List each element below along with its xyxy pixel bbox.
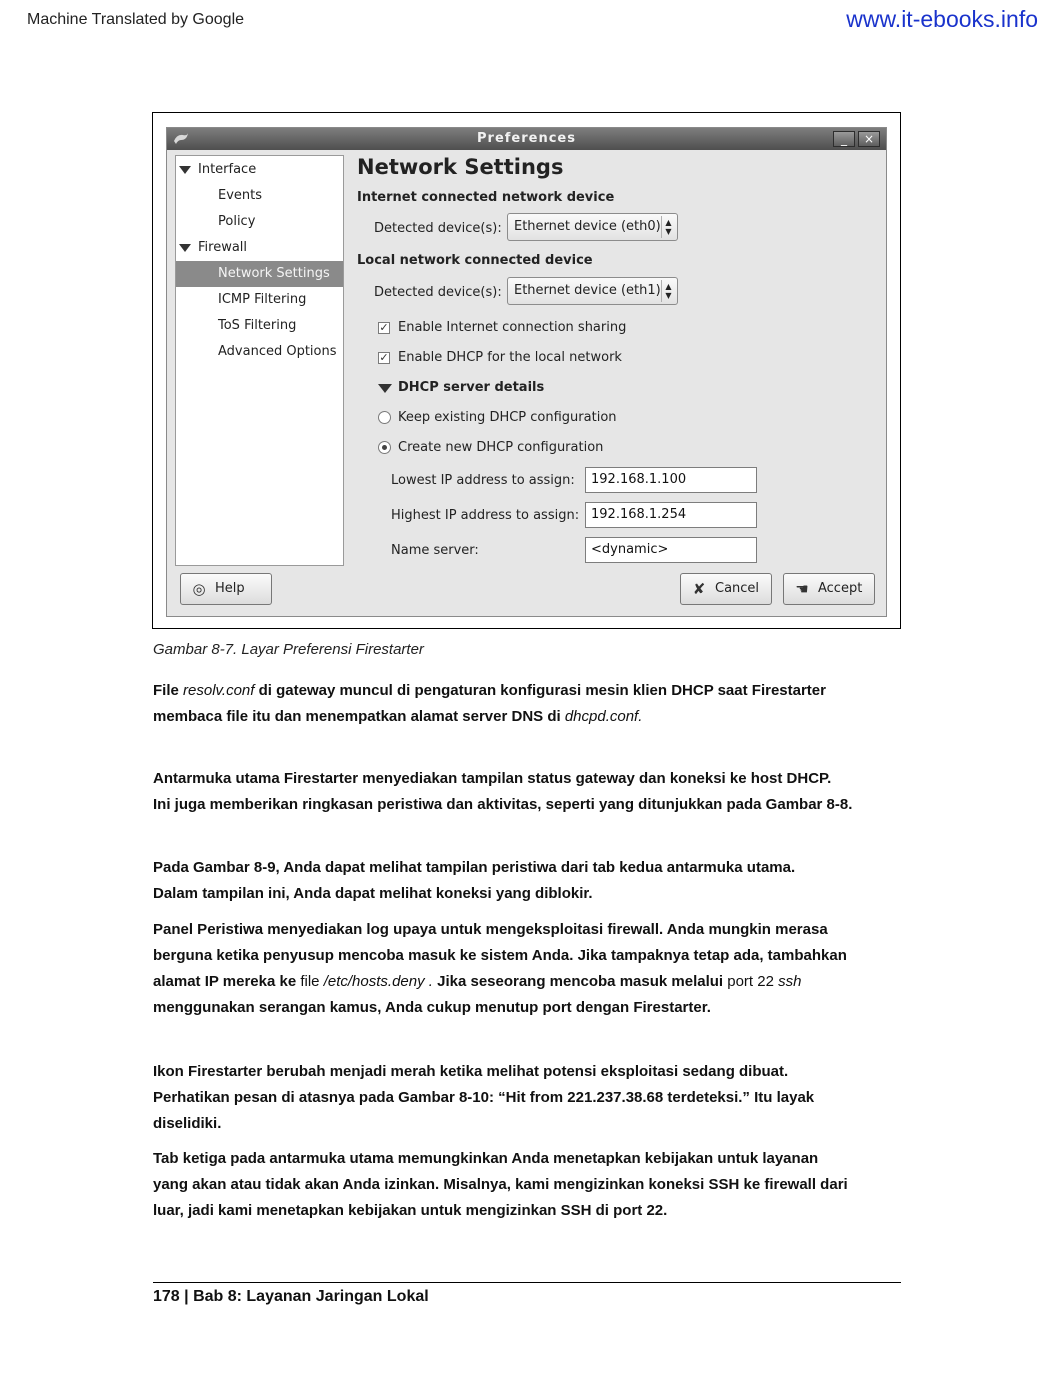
text-line: Perhatikan pesan di atasnya pada Gambar 8-10: “Hit from 221.237.38.68 terdeteksi.” Itu layak <box>153 1089 815 1106</box>
text-run-ssh: ssh <box>778 973 802 990</box>
highest-ip-label: Highest IP address to assign: <box>391 508 580 523</box>
tree-item-label: Advanced Options <box>218 344 337 359</box>
spin-arrows-icon: ▲ ▼ <box>661 280 675 302</box>
text-run: alamat IP mereka ke <box>153 973 297 990</box>
connection-sharing-label[interactable]: Enable Internet connection sharing <box>398 320 627 335</box>
figure-caption: Gambar 8-7. Layar Preferensi Firestarter <box>153 641 424 658</box>
figure-frame <box>152 112 901 629</box>
detected-devices-label-1: Detected device(s): <box>374 221 502 236</box>
header-site-link[interactable]: www.it-ebooks.info <box>846 6 1038 32</box>
text-line: Ini juga memberikan ringkasan peristiwa dan aktivitas, seperti yang ditunjukkan pada Gambar 8-8. <box>153 796 853 813</box>
expander-icon[interactable] <box>179 244 191 252</box>
paragraph-2 <box>153 766 913 818</box>
header-machine-translated: Machine Translated by Google <box>27 11 245 28</box>
text-line: Tab ketiga pada antarmuka utama memungkinkan Anda menetapkan kebijakan untuk layanan <box>153 1150 819 1167</box>
paragraph-3 <box>153 855 913 907</box>
accept-button-label: Accept <box>818 581 863 596</box>
local-device-select[interactable] <box>507 277 678 305</box>
minimize-button[interactable]: _ <box>833 131 855 147</box>
text-line: menggunakan serangan kamus, Anda cukup menutup port dengan Firestarter. <box>153 999 711 1016</box>
filename-resolv-conf: resolv.conf <box>183 682 255 699</box>
filename-dhcpd-conf: dhcpd.conf. <box>564 708 643 725</box>
name-server-label: Name server: <box>391 543 479 558</box>
text-line: luar, jadi kami menetapkan kebijakan untuk mengizinkan SSH di port 22. <box>153 1202 668 1219</box>
local-section-title: Local network connected device <box>357 253 593 268</box>
preferences-tree <box>175 155 344 566</box>
text-run: File <box>153 682 179 699</box>
accept-button[interactable] <box>783 573 875 605</box>
filename-hosts-deny: /etc/hosts.deny . <box>323 973 433 990</box>
internet-section-title: Internet connected network device <box>357 190 615 205</box>
text-line: Antarmuka utama Firestarter menyediakan tampilan status gateway dan koneksi ke host DHCP. <box>153 770 832 787</box>
tree-item-policy[interactable] <box>176 209 343 235</box>
window-titlebar[interactable] <box>167 128 886 150</box>
lowest-ip-input[interactable]: 192.168.1.100 <box>585 467 757 493</box>
text-line: yang akan atau tidak akan Anda izinkan. Misalnya, kami mengizinkan koneksi SSH ke firewall dari <box>153 1176 848 1193</box>
cancel-icon: ✘ <box>692 580 706 598</box>
tree-item-icmp-filtering[interactable] <box>176 287 343 313</box>
cancel-button-label: Cancel <box>715 581 760 596</box>
local-device-value: Ethernet device (eth1) <box>514 283 661 298</box>
tree-item-events[interactable] <box>176 183 343 209</box>
preferences-window <box>166 127 887 617</box>
tree-item-label: Events <box>218 188 263 203</box>
text-run: membaca file itu dan menempatkan alamat server DNS di <box>153 708 561 725</box>
network-settings-panel <box>357 155 877 575</box>
tree-item-advanced-options[interactable] <box>176 339 343 365</box>
enable-dhcp-label[interactable]: Enable DHCP for the local network <box>398 350 622 365</box>
tree-item-label: Network Settings <box>218 266 330 281</box>
internet-device-value: Ethernet device (eth0) <box>514 219 661 234</box>
dhcp-details-expander-icon[interactable] <box>378 384 392 393</box>
text-line: Dalam tampilan ini, Anda dapat melihat koneksi yang diblokir. <box>153 885 593 902</box>
tree-item-label: ToS Filtering <box>218 318 297 333</box>
paragraph-4 <box>153 917 913 1021</box>
connection-sharing-checkbox[interactable]: ✓ <box>379 321 389 334</box>
keep-dhcp-label[interactable]: Keep existing DHCP configuration <box>398 410 617 425</box>
expander-icon[interactable] <box>179 166 191 174</box>
enable-dhcp-checkbox[interactable]: ✓ <box>379 351 389 364</box>
highest-ip-input[interactable]: 192.168.1.254 <box>585 502 757 528</box>
paragraph-6 <box>153 1146 913 1224</box>
panel-heading: Network Settings <box>357 155 564 179</box>
dhcp-details-title[interactable]: DHCP server details <box>398 380 545 395</box>
close-button[interactable]: × <box>858 131 880 147</box>
text-run: di gateway muncul di pengaturan konfigurasi mesin klien DHCP saat Firestarter <box>258 682 826 699</box>
text-run: Jika seseorang mencoba masuk melalui <box>437 973 724 990</box>
cancel-button[interactable] <box>680 573 772 605</box>
window-title: Preferences <box>477 131 576 146</box>
tree-item-label: ICMP Filtering <box>218 292 307 307</box>
create-dhcp-radio[interactable] <box>378 441 391 454</box>
text-line: berguna ketika penyusup mencoba masuk ke sistem Anda. Jika tampaknya tetap ada, tambahkan <box>153 947 847 964</box>
create-dhcp-label[interactable]: Create new DHCP configuration <box>398 440 604 455</box>
paragraph-1 <box>153 678 913 730</box>
accept-icon: ☚ <box>795 580 809 598</box>
text-run: port 22 <box>727 973 774 990</box>
lowest-ip-label: Lowest IP address to assign: <box>391 473 575 488</box>
detected-devices-label-2: Detected device(s): <box>374 285 502 300</box>
tree-item-firewall[interactable] <box>176 235 343 261</box>
text-line: diselidiki. <box>153 1115 222 1132</box>
tree-item-label: Firewall <box>198 240 248 255</box>
text-line: Pada Gambar 8-9, Anda dapat melihat tampilan peristiwa dari tab kedua antarmuka utama. <box>153 859 796 876</box>
tree-item-tos-filtering[interactable] <box>176 313 343 339</box>
spin-arrows-icon: ▲ ▼ <box>661 216 675 238</box>
tree-item-interface[interactable] <box>176 157 343 183</box>
keep-dhcp-radio[interactable] <box>378 411 391 424</box>
internet-device-select[interactable] <box>507 213 678 241</box>
text-line: Ikon Firestarter berubah menjadi merah ketika melihat potensi eksploitasi sedang dibuat. <box>153 1063 789 1080</box>
help-button[interactable] <box>180 573 272 605</box>
help-button-label: Help <box>215 581 245 596</box>
footer-divider <box>153 1282 901 1283</box>
tree-item-label: Interface <box>198 162 257 177</box>
text-line: Panel Peristiwa menyediakan log upaya untuk mengeksploitasi firewall. Anda mungkin merasa <box>153 921 828 938</box>
page-footer: 178 | Bab 8: Layanan Jaringan Lokal <box>153 1288 429 1305</box>
tree-item-network-settings[interactable] <box>176 261 343 287</box>
paragraph-5 <box>153 1059 913 1137</box>
help-icon: ◎ <box>192 580 206 598</box>
text-run: file <box>300 973 320 990</box>
tree-item-label: Policy <box>218 214 256 229</box>
name-server-input[interactable]: <dynamic> <box>585 537 757 563</box>
